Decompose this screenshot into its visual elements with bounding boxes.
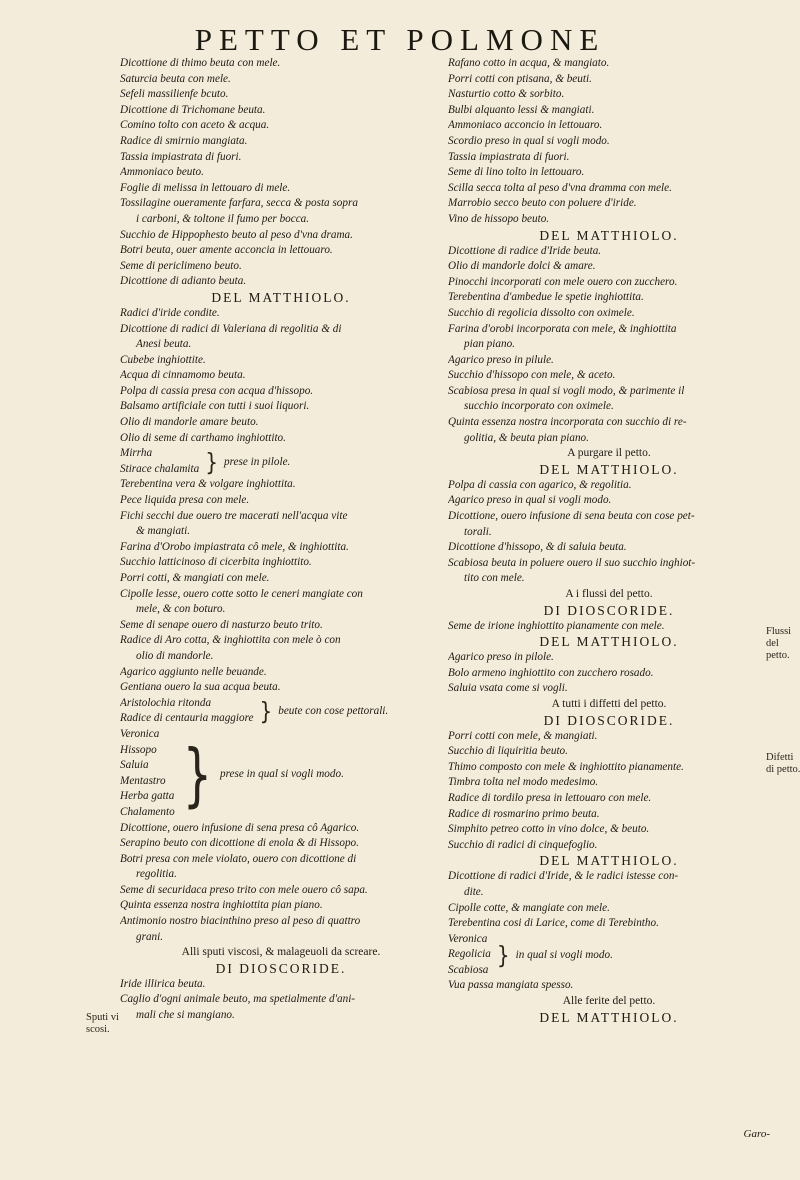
remedy-line: torali. xyxy=(464,525,492,538)
remedy-line: Dicottione di adianto beuta. xyxy=(120,275,247,288)
section-heading: DEL MATTHIOLO. xyxy=(539,634,679,650)
remedy-line: Sefeli massilienfe bcuto. xyxy=(120,88,229,101)
remedy-line: Succhio di liquiritia beuto. xyxy=(448,745,568,758)
remedy-line: golitia, & beuta pian piano. xyxy=(464,431,589,444)
remedy-line: Succhio d'hissopo con mele, & aceto. xyxy=(448,369,616,382)
group-item: Stirace chalamita xyxy=(120,462,200,475)
brace-icon: } xyxy=(259,696,273,726)
rubric: A purgare il petto. xyxy=(567,447,651,460)
bracket-group xyxy=(120,727,442,821)
rubric: A i flussi del petto. xyxy=(565,588,653,600)
remedy-line: Timbra tolta nel modo medesimo. xyxy=(448,776,599,789)
group-text: prese in pilole. xyxy=(223,455,291,468)
remedy-line: Nasturtio cotto & sorbito. xyxy=(448,88,565,101)
remedy-line: regolitia. xyxy=(136,868,177,881)
brace-icon: } xyxy=(496,940,510,970)
section-heading: DI DIOSCORIDE. xyxy=(215,960,347,976)
group-item: Saluia xyxy=(120,759,149,772)
remedy-line: Scabiosa beuta in poluere ouero il suo succhio inghiot- xyxy=(448,556,696,569)
remedy-line: Dicottione, ouero infusione di sena presa cô Agarico. xyxy=(120,821,360,834)
group-item: Radice di centauria maggiore xyxy=(120,712,254,725)
remedy-line: Marrobio secco beuto con poluere d'iride. xyxy=(448,197,637,210)
remedy-line: Porri cotti, & mangiati con mele. xyxy=(120,572,270,584)
remedy-line: Polpa di cassia con agarico, & regolitia. xyxy=(448,478,632,491)
remedy-line: Bolo armeno inghiottito con zucchero rosado. xyxy=(448,666,654,679)
group-item: Mirrha xyxy=(120,447,153,460)
remedy-line: Iride illirica beuta. xyxy=(120,977,206,990)
remedy-line: Acqua di cinnamomo beuta. xyxy=(120,369,246,382)
group-item: Aristolochia ritonda xyxy=(120,696,212,709)
group-item: Chalamento xyxy=(120,805,175,818)
rubric: A tutti i diffetti del petto. xyxy=(551,697,667,710)
remedy-line: Quinta essenza nostra inghiottita pian piano. xyxy=(120,899,323,912)
remedy-line: Succhio di regolicia dissolto con oximele. xyxy=(448,306,635,319)
remedy-line: Agarico aggiunto nelle beuande. xyxy=(120,665,267,678)
margin-note-difetti: Difetti di petto. xyxy=(766,752,800,775)
remedy-line: Dicottione di thimo beuta con mele. xyxy=(120,57,281,69)
group-item: Scabiosa xyxy=(448,963,489,976)
remedy-line: Porri cotti con ptisana, & beuti. xyxy=(448,72,592,85)
remedy-line: Fichi secchi due ouero tre macerati nell'acqua vite xyxy=(120,509,348,522)
remedy-line: Seme di lino tolto in lettouaro. xyxy=(448,166,585,179)
brace-icon: } xyxy=(205,447,218,477)
bracket-group xyxy=(448,932,770,979)
remedy-line: Dicottione, ouero infusione di sena beuta con cose pet- xyxy=(448,510,695,523)
remedy-line: Botri presa con mele violato, ouero con dicottione di xyxy=(120,852,357,865)
group-item: Hissopo xyxy=(120,743,157,756)
catchword: Garo- xyxy=(743,1128,770,1140)
remedy-line: Terebentina cosi di Larice, come di Terebintho. xyxy=(448,917,659,930)
remedy-line: Antimonio nostro biacinthino preso al peso di quattro xyxy=(120,915,361,928)
remedy-line: Simphito petreo cotto in vino dolce, & beuto. xyxy=(448,823,650,836)
remedy-line: Terebentina d'ambedue le spetie inghiottita. xyxy=(448,291,644,304)
remedy-line: i carboni, & toltone il fumo per bocca. xyxy=(136,212,310,225)
group-text: prese in qual si vogli modo. xyxy=(219,767,344,780)
remedy-line: Olio di seme di carthamo inghiottito. xyxy=(120,431,286,444)
remedy-line: Caglio d'ogni animale beuto, ma spetialmente d'ani- xyxy=(120,993,356,1006)
remedy-line: Scordio preso in qual si vogli modo. xyxy=(448,134,610,147)
remedy-line: Cipolle lesse, ouero cotte sotto le ceneri mangiate con xyxy=(120,587,363,600)
remedy-line: Radice di rosmarino primo beuta. xyxy=(448,807,600,820)
remedy-line: Farina d'Orobo impiastrata cô mele, & inghiottita. xyxy=(120,540,349,553)
remedy-line: mele, & con boturo. xyxy=(136,603,226,616)
group-item: Regolicia xyxy=(448,948,491,961)
group-text: beute con cose pettorali. xyxy=(278,705,389,718)
bracket-group xyxy=(120,446,442,477)
remedy-line: Serapino beuto con dicottione di enola & di Hissopo. xyxy=(120,837,359,850)
remedy-line: Tossilagine oueramente farfara, secca & posta sopra xyxy=(120,197,358,210)
group-item: Veronica xyxy=(448,932,488,945)
remedy-line: Dicottione d'hissopo, & di saluia beuta. xyxy=(448,541,627,554)
remedy-line: Succhio latticinoso di cicerbita inghiottito. xyxy=(120,556,312,569)
section-heading: DEL MATTHIOLO. xyxy=(539,1009,679,1025)
remedy-line: Gentiana ouero la sua acqua beuta. xyxy=(120,681,281,694)
group-item: Mentastro xyxy=(120,774,166,787)
section-heading: DEL MATTHIOLO. xyxy=(539,853,679,869)
remedy-line: Foglie di melissa in lettouaro di mele. xyxy=(120,181,291,194)
remedy-line: Saluia vsata come si vogli. xyxy=(448,682,568,695)
remedy-line: & mangiati. xyxy=(136,525,191,538)
remedy-line: Succhio di radici di cinquefoglio. xyxy=(448,838,598,851)
remedy-line: Quinta essenza nostra incorporata con succhio di re- xyxy=(448,416,687,429)
remedy-line: Seme di senape ouero di nasturzo beuto trito. xyxy=(120,618,323,631)
margin-note-sputi: Sputi vi scosi. xyxy=(86,1012,119,1035)
brace-icon: } xyxy=(182,733,212,815)
remedy-line: Porri cotti con mele, & mangiati. xyxy=(448,729,598,742)
remedy-line: mali che si mangiano. xyxy=(136,1009,235,1022)
page-title: PETTO ET POLMONE xyxy=(194,22,606,57)
remedy-line: Dicottione di radici d'Iride, & le radici istesse con- xyxy=(448,870,679,883)
remedy-line: Cubebe inghiottite. xyxy=(120,353,206,366)
remedy-line: Seme di periclimeno beuto. xyxy=(120,259,242,272)
remedy-line: Terebentina vera & volgare inghiottita. xyxy=(120,478,296,491)
section-heading: DI DIOSCORIDE. xyxy=(543,602,675,618)
group-item: Veronica xyxy=(120,727,160,740)
remedy-line: Agarico preso in pilole. xyxy=(448,651,554,664)
remedy-line: pian piano. xyxy=(464,338,515,351)
remedy-line: Succhio de Hippophesto beuto al peso d'vna drama. xyxy=(120,228,353,241)
remedy-line: Bulbi alquanto lessi & mangiati. xyxy=(448,103,595,116)
remedy-line: Comino tolto con aceto & acqua. xyxy=(120,119,270,132)
remedy-line: Radice di Aro cotta, & inghiottita con mele ò con xyxy=(120,634,341,647)
remedy-line: Polpa di cassia presa con acqua d'hissopo. xyxy=(120,384,314,397)
remedy-line: Saturcia beuta con mele. xyxy=(120,72,231,85)
remedy-line: Rafano cotto in acqua, & mangiato. xyxy=(448,57,610,69)
section-heading: DEL MATTHIOLO. xyxy=(211,289,351,305)
left-column xyxy=(120,56,442,1024)
remedy-line: Olio di mandorle amare beuto. xyxy=(120,416,259,429)
bracket-group xyxy=(120,696,442,727)
remedy-line: Dicottione di radici di Valeriana di regolitia & di xyxy=(120,322,342,335)
rubric: Alle ferite del petto. xyxy=(562,995,656,1008)
remedy-line: Seme di securidaca preso trito con mele ouero cô sapa. xyxy=(120,883,368,896)
remedy-line: Tassia impiastrata di fuori. xyxy=(120,150,242,163)
remedy-line: grani. xyxy=(136,930,164,943)
remedy-line: Radice di tordilo presa in lettouaro con mele. xyxy=(448,791,652,804)
remedy-line: Dicottione di radice d'Iride beuta. xyxy=(448,244,602,257)
group-item: Herba gatta xyxy=(120,790,175,803)
remedy-line: Agarico preso in qual si vogli modo. xyxy=(448,494,612,507)
remedy-line: Ammoniaco beuto. xyxy=(120,166,204,179)
remedy-line: Cipolle cotte, & mangiate con mele. xyxy=(448,901,610,914)
section-heading: DEL MATTHIOLO. xyxy=(539,461,679,477)
remedy-line: Botri beuta, ouer amente acconcia in lettouaro. xyxy=(120,244,333,257)
remedy-line: Tassia impiastrata di fuori. xyxy=(448,150,570,163)
group-text: in qual si vogli modo. xyxy=(515,949,613,962)
remedy-line: Vino de hissopo beuto. xyxy=(448,212,550,225)
remedy-line: succhio incorporato con oximele. xyxy=(464,400,614,413)
remedy-line: Pece liquida presa con mele. xyxy=(120,494,250,507)
remedy-line: Dicottione di Trichomane beuta. xyxy=(120,103,266,116)
remedy-line: Scabiosa presa in qual si vogli modo, & parimente il xyxy=(448,384,685,397)
remedy-line: Farina d'orobi incorporata con mele, & inghiottita xyxy=(448,322,677,335)
remedy-line: Pinocchi incorporati con mele ouero con zucchero. xyxy=(448,275,678,288)
right-column xyxy=(448,56,770,1026)
remedy-line: olio di mandorle. xyxy=(136,649,214,662)
remedy-line: Olio di mandorle dolci & amare. xyxy=(448,260,596,273)
remedy-line: Vua passa mangiata spesso. xyxy=(448,979,574,992)
remedy-line: Ammoniaco acconcio in lettouaro. xyxy=(448,119,603,132)
rubric: Alli sputi viscosi, & malageuoli da screare. xyxy=(181,946,381,959)
remedy-line: Radice di smirnio mangiata. xyxy=(120,134,248,147)
remedy-line: tito con mele. xyxy=(464,572,525,585)
section-heading: DI DIOSCORIDE. xyxy=(543,712,675,728)
remedy-line: Anesi beuta. xyxy=(136,338,192,351)
remedy-line: dite. xyxy=(464,885,484,898)
remedy-line: Seme de irione inghiottito pianamente con mele. xyxy=(448,619,665,632)
remedy-line: Thimo composto con mele & inghiottito pianamente. xyxy=(448,760,684,773)
margin-note-flussi: Flussi del petto. xyxy=(766,626,792,661)
remedy-line: Balsamo artificiale con tutti i suoi liquori. xyxy=(120,400,310,413)
remedy-line: Agarico preso in pilule. xyxy=(448,353,554,366)
remedy-line: Scilla secca tolta al peso d'vna dramma con mele. xyxy=(448,181,672,194)
remedy-line: Radici d'iride condite. xyxy=(120,306,220,319)
section-heading: DEL MATTHIOLO. xyxy=(539,227,679,243)
